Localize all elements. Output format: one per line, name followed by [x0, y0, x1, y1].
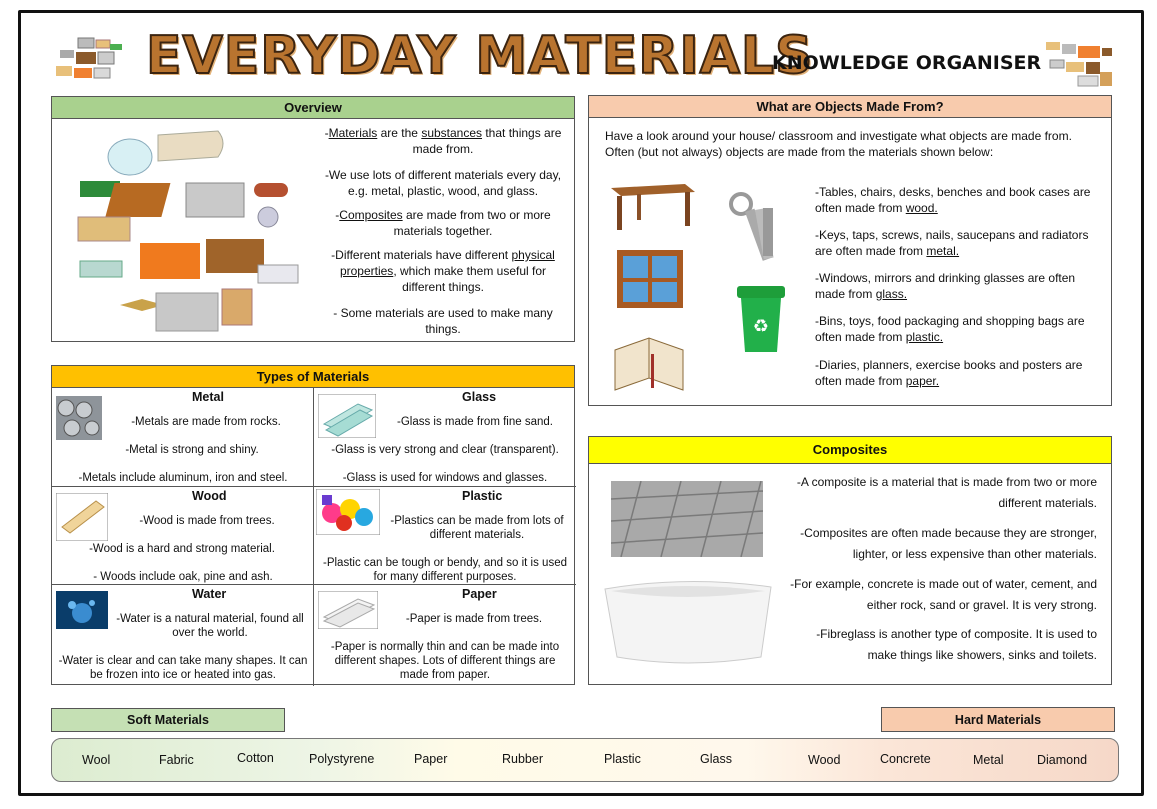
- glass-line-1: -Glass is made from fine sand.: [397, 416, 553, 428]
- overview-text-4: -Different materials have different physical properties, which make them useful for different things.: [331, 248, 555, 294]
- objects-heading: What are Objects Made From?: [589, 96, 1111, 118]
- overview-text-2: -We use lots of different materials every day, e.g. metal, plastic, wood, and glass.: [324, 168, 562, 198]
- keys-image: [723, 190, 793, 270]
- metal-title: Metal: [192, 390, 224, 404]
- glass-line-2: -Glass is very strong and clear (transparent).: [331, 444, 559, 456]
- paper-cell: [314, 585, 576, 686]
- metal-line-2: -Metal is strong and shiny.: [125, 444, 259, 456]
- book-image: [609, 334, 689, 396]
- material-blocks-icon: [52, 36, 124, 88]
- types-panel: [51, 365, 575, 685]
- overview-text-3: -Composites are made from two or more materials together.: [335, 208, 551, 238]
- objects-item-wood: -Tables, chairs, desks, benches and book cases are often made from wood.: [815, 185, 1091, 215]
- table-image: [607, 178, 697, 234]
- plastic-items-image: [316, 489, 380, 535]
- scale-item-wool: Wool: [82, 753, 111, 767]
- paper-title: Paper: [462, 587, 497, 601]
- scale-item-concrete: Concrete: [880, 752, 931, 766]
- paper-line-1: -Paper is made from trees.: [405, 613, 543, 625]
- metal-pipes-image: [56, 396, 102, 440]
- hard-materials-label: Hard Materials: [881, 707, 1115, 732]
- composites-text-3: -For example, concrete is made out of water, cement, and either rock, sand or gravel. It is very strong.: [790, 577, 1097, 612]
- svg-text:♻: ♻: [752, 316, 770, 337]
- material-blocks-icon: [1042, 38, 1114, 90]
- page-subtitle: KNOWLEDGE ORGANISER: [772, 52, 1042, 74]
- composites-text-4: -Fibreglass is another type of composite. It is used to make things like showers, sinks and toilets.: [816, 627, 1097, 662]
- wood-line-3: - Woods include oak, pine and ash.: [93, 571, 273, 583]
- scale-item-rubber: Rubber: [502, 752, 543, 766]
- soft-materials-label: Soft Materials: [51, 708, 285, 732]
- types-heading: Types of Materials: [52, 366, 574, 388]
- window-image: [615, 248, 685, 310]
- glass-cell: [314, 388, 576, 487]
- glass-sheets-image: [318, 394, 376, 438]
- water-title: Water: [192, 587, 227, 601]
- scale-item-diamond: Diamond: [1037, 753, 1088, 767]
- scale-item-metal: Metal: [973, 753, 1004, 767]
- plastic-title: Plastic: [462, 489, 503, 503]
- scale-item-wood: Wood: [808, 753, 841, 767]
- water-cell: [52, 585, 314, 686]
- overview-panel: [51, 96, 575, 342]
- overview-text-5: - Some materials are used to make many things.: [333, 306, 553, 336]
- glass-title: Glass: [462, 390, 497, 404]
- objects-item-plastic: -Bins, toys, food packaging and shopping bags are often made from plastic.: [815, 314, 1085, 344]
- objects-item-metal: -Keys, taps, screws, nails, saucepans and radiators are often made from metal.: [815, 228, 1089, 258]
- wood-line-1: -Wood is made from trees.: [139, 515, 275, 527]
- scale-item-plastic: Plastic: [604, 752, 641, 766]
- metal-line-1: -Metals are made from rocks.: [131, 416, 281, 428]
- metal-cell: [52, 388, 314, 487]
- wood-cell: [52, 487, 314, 585]
- paper-stack-image: [318, 591, 378, 629]
- objects-intro: Have a look around your house/ classroom and investigate what objects are made from. Often (but not always) objects are made from the materials shown below:: [605, 129, 1072, 159]
- softness-scale-bar: [51, 738, 1119, 782]
- plastic-line-1: -Plastics can be made from lots of different materials.: [390, 515, 564, 541]
- objects-item-glass: -Windows, mirrors and drinking glasses are often made from glass.: [815, 271, 1076, 301]
- bathtub-image: [601, 573, 775, 671]
- overview-text-1: -Materials are the substances that things are made from.: [324, 126, 562, 156]
- overview-heading: Overview: [52, 97, 574, 119]
- water-line-1: -Water is a natural material, found all over the world.: [116, 613, 304, 639]
- page-title: EVERYDAY MATERIALS: [146, 26, 814, 86]
- wood-plank-image: [56, 493, 108, 541]
- paving-slabs-image: [611, 481, 763, 557]
- plastic-line-2: -Plastic can be tough or bendy, and so it is used for many different purposes.: [323, 557, 567, 583]
- composites-panel: [588, 436, 1112, 685]
- metal-line-3: -Metals include aluminum, iron and steel.: [78, 472, 288, 484]
- scale-item-cotton: Cotton: [237, 751, 274, 765]
- water-splash-image: [56, 591, 108, 629]
- glass-line-3: -Glass is used for windows and glasses.: [342, 472, 548, 484]
- paper-line-2: -Paper is normally thin and can be made into different shapes. Lots of different things are made from paper.: [330, 641, 560, 681]
- composites-text-1: -A composite is a material that is made from two or more different materials.: [796, 475, 1097, 510]
- objects-item-paper: -Diaries, planners, exercise books and posters are often made from paper.: [815, 358, 1083, 388]
- water-line-2: -Water is clear and can take many shapes. It can be frozen into ice or heated into gas.: [58, 655, 308, 681]
- scale-item-paper: Paper: [414, 752, 448, 766]
- scale-item-polystyrene: Polystyrene: [309, 752, 375, 766]
- recycling-bin-image: [735, 282, 787, 354]
- composites-text-2: -Composites are often made because they are stronger, lighter, or less expensive than other materials.: [800, 526, 1097, 561]
- scale-item-glass: Glass: [700, 752, 732, 766]
- materials-collage-image: [72, 125, 312, 335]
- objects-panel: [588, 95, 1112, 406]
- wood-title: Wood: [192, 489, 227, 503]
- scale-item-fabric: Fabric: [159, 753, 194, 767]
- wood-line-2: -Wood is a hard and strong material.: [89, 543, 275, 555]
- composites-heading: Composites: [589, 437, 1111, 464]
- plastic-cell: [314, 487, 576, 585]
